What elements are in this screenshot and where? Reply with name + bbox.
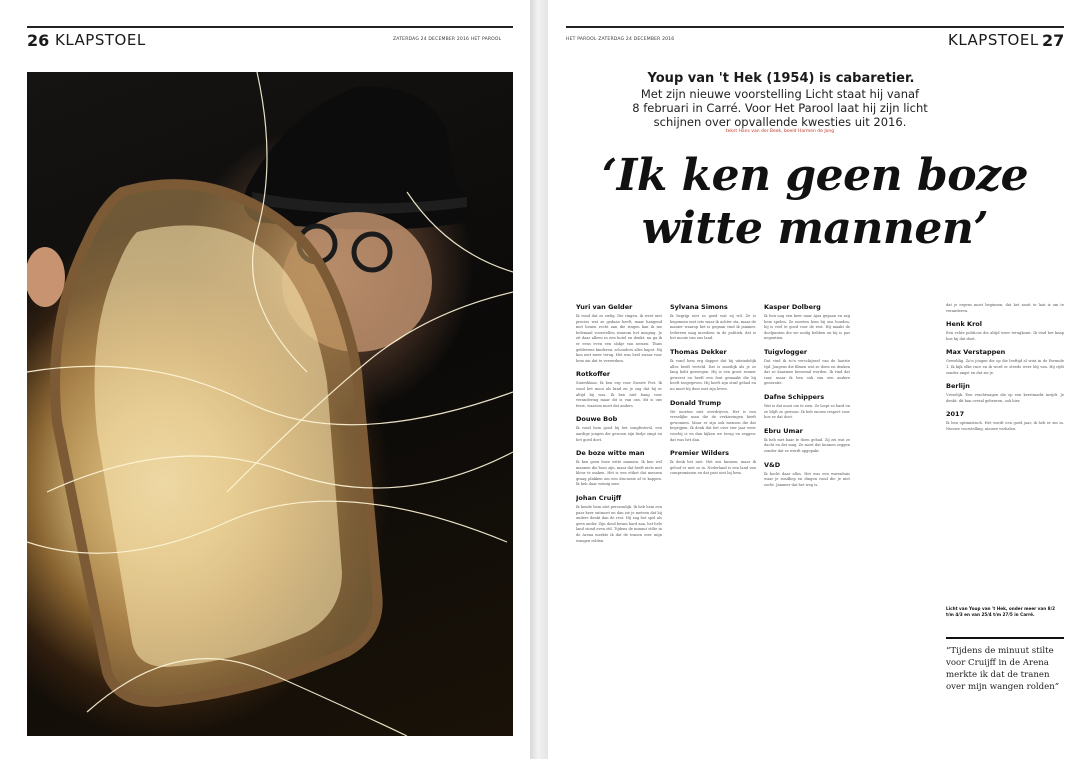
section-body: Vreselijk. Een vrachtwagen die op een kerstmarkt inrijdt. Je denkt: dit kan overal gebeuren, ook hier. (946, 393, 1064, 403)
section-heading: Douwe Bob (576, 415, 618, 424)
section-heading: Dafne Schippers (764, 392, 825, 401)
headline-line-2: witte mannen’ (641, 203, 989, 254)
section-heading: Max Verstappen (946, 348, 1006, 357)
photo-credit: tekst Hans van der Beek, beeld Harmen de Jong (725, 129, 835, 134)
section-heading: Ebru Umar (764, 426, 803, 435)
dateline-right: HET PAROOL ZATERDAG 24 DECEMBER 2016 (566, 37, 675, 42)
portrait-photo (27, 72, 513, 736)
section-heading: Berlijn (946, 382, 970, 391)
text-column-2 (670, 303, 756, 755)
photo-illustration (27, 72, 513, 736)
section-heading: Kasper Dolberg (764, 303, 821, 311)
section-body: Ik vond dat zo zielig. Die ringen, ik weet niet precies wat ze gedaan heeft, maar hangend met benen recht aan die ringen kan ik me helemaal voorstellen waarom het misging. Je zit daar alleen in een hotel en denkt: nu ga ik er eens even een slokje van nemen. Thuis geblevene kinderen, schouders alles kapot. Hij kon niet meer terug. Het was heel zwaar voor hem om dat te verwerken. (576, 314, 662, 363)
section-body: We moeten niet overdrijven. Het is een vreselijke man die de verkiezingen heeft gewonnen. Maar er zijn ook mensen die dat begrijpen. Ik denk dat het over vier jaar weer voorbij is en dan kijken we terug en zeggen: dat was het dan. (670, 409, 756, 442)
section-heading: Premier Wilders (670, 449, 730, 458)
section-body: Ik ken geen boze witte mannen. Ik ken wel mannen die boos zijn, maar dat heeft niets met kleur te maken. Het is een etiket dat mensen graag plakken om een discussie af te kappen. Ik heb daar weinig mee. (576, 460, 662, 487)
section-body: Sinterklaas. Ik ben erg voor Zwarte Piet. Ik vond het mooi als kind en je zag dat hij er altijd bij was. Ik ben niet bang voor verandering maar dit is van ons, dit is ons feest, waarom moet dat anders. (576, 381, 662, 408)
section-body: Ik heb met haar te doen gehad. Zij zei wat ze dacht en dat mag. Ze moet dat kunnen zeggen zonder dat ze wordt opgepakt. (764, 437, 850, 453)
text-column-1 (576, 303, 662, 755)
lede-line-2: 8 februari in Carré. Voor Het Parool laat hij zijn licht (632, 101, 928, 115)
section-heading: Rotkoffer (576, 370, 611, 379)
page-number: 26 (27, 31, 50, 50)
section-title-right: KLAPSTOEL (948, 31, 1039, 49)
section-heading: Johan Cruijff (576, 494, 622, 503)
lede-line-1: Met zijn nieuwe voorstelling Licht staat hij vanaf (640, 87, 920, 101)
section-heading: Henk Krol (946, 320, 982, 329)
headline-line-1: ‘Ik ken geen boze (601, 150, 1029, 201)
section-heading: De boze witte man (576, 449, 645, 458)
section-body: dat je ergens moet beginnen, dat het nooit te laat is om te veranderen. (946, 303, 1064, 313)
section-heading: Tuigvlogger (764, 347, 808, 356)
page-gutter (530, 0, 548, 759)
section-heading: V&D (764, 460, 781, 469)
top-rule (27, 26, 513, 28)
lede-strong: Youp van 't Hek (1954) is cabaretier. (647, 71, 915, 86)
section-body: Een echte politicus die altijd weer terugkomt. Ik vind het knap hoe hij dat doet. (946, 331, 1064, 341)
left-page (0, 0, 530, 759)
section-body: Ik vond hem erg dapper dat hij uiteindelijk alles heeft verteld. Dat is moeilijk als je zo lang hebt gezwegen. Hij is een groot renner geweest en heeft een fout gemaakt die hij heeft toegegeven. Hij heeft zijn straf gehad en nu moet hij door met zijn leven. (670, 358, 756, 391)
section-heading: 2017 (946, 410, 965, 419)
section-body: Ik ben nog een keer naar Ajax gegaan en zag hem spelen. Ze moeten hem bij ons houden, hij is veel te goed voor de rest. Hij maakt de doelpunten die we nodig hebben en hij is pas negentien. (764, 314, 850, 341)
page-number-right: 27 (1042, 31, 1065, 50)
section-body: Ik kocht daar alles. Het was een warenhuis waar je rondliep en dingen vond die je niet zocht. Jammer dat het weg is. (764, 471, 850, 487)
section-body: Geweldig. Zo'n jongen die op die leeftijd al wint in de Formule 1. Ik kijk elke race en ik word er steeds weer blij van. Hij rijdt zonder angst en dat zie je. (946, 359, 1064, 375)
text-column-4 (946, 303, 1064, 603)
section-body: Wat is dat mooi om te zien. Ze loopt zo hard en ze blijft zo gewoon. Ik heb enorm respect voor hoe ze dat doet. (764, 403, 850, 420)
section-heading: Thomas Dekker (670, 347, 727, 356)
section-heading: Donald Trump (670, 398, 721, 407)
top-rule-right (566, 26, 1064, 28)
dateline: ZATERDAG 24 DECEMBER 2016 HET PAROOL (393, 37, 502, 42)
section-body: Ik begrijp niet zo goed wat zij wil. Ze is begonnen met iets waar ik achter sta, maar de manier waarop het is gegaan vind ik jammer. Iedereen mag meedoen in de politiek, dat is het mooie van ons land. (670, 314, 756, 341)
section-title: KLAPSTOEL (55, 31, 146, 49)
show-info: Licht van Youp van 't Hek, onder meer van 8/2 t/m 4/3 en van 25/4 t/m 27/5 in Carré. (946, 606, 1056, 617)
hand-shape (27, 247, 65, 307)
text-column-3 (764, 303, 850, 755)
pull-quote: “Tijdens de minuut stilte voor Cruijff in de Arena merkte ik dat de tranen over mijn wangen rolden” (946, 637, 1064, 693)
section-heading: Sylvana Simons (670, 303, 728, 311)
section-body: Ik ben optimistisch. Het wordt een goed jaar, ik heb er zin in. Nieuwe voorstelling, nieuwe verhalen. (946, 421, 1064, 431)
section-body: Ik kende hem niet persoonlijk. Ik heb hem een paar keer ontmoet en dan zie je meteen dat hij anders denkt dan de rest. Hij zag het spel als geen ander. Zijn dood kwam hard aan, het hele land stond even stil. Tijdens de minuut stilte in de Arena merkte ik dat de tranen over mijn wangen rolden. (576, 505, 662, 543)
section-heading: Yuri van Gelder (576, 303, 633, 311)
section-body: Dat vind ik zo'n verschijnsel van de laatste tijd. Jongens die filmen wat ze doen en denken dat ze daarmee beroemd worden. Ik vind dat raar, maar ik ben ook van een andere generatie. (764, 358, 850, 386)
section-body: Ik vond hem goed bij het songfestival, een aardige jongen die gewoon zijn liedje zingt en het goed doet. (576, 426, 662, 442)
lede-line-3: schijnen over opvallende kwesties uit 2016. (653, 115, 907, 129)
section-body: Ik denk het niet. Het zou kunnen, maar ik geloof er niet zo in. Nederland is een land van compromissen en dat past niet bij hem. (670, 460, 756, 476)
